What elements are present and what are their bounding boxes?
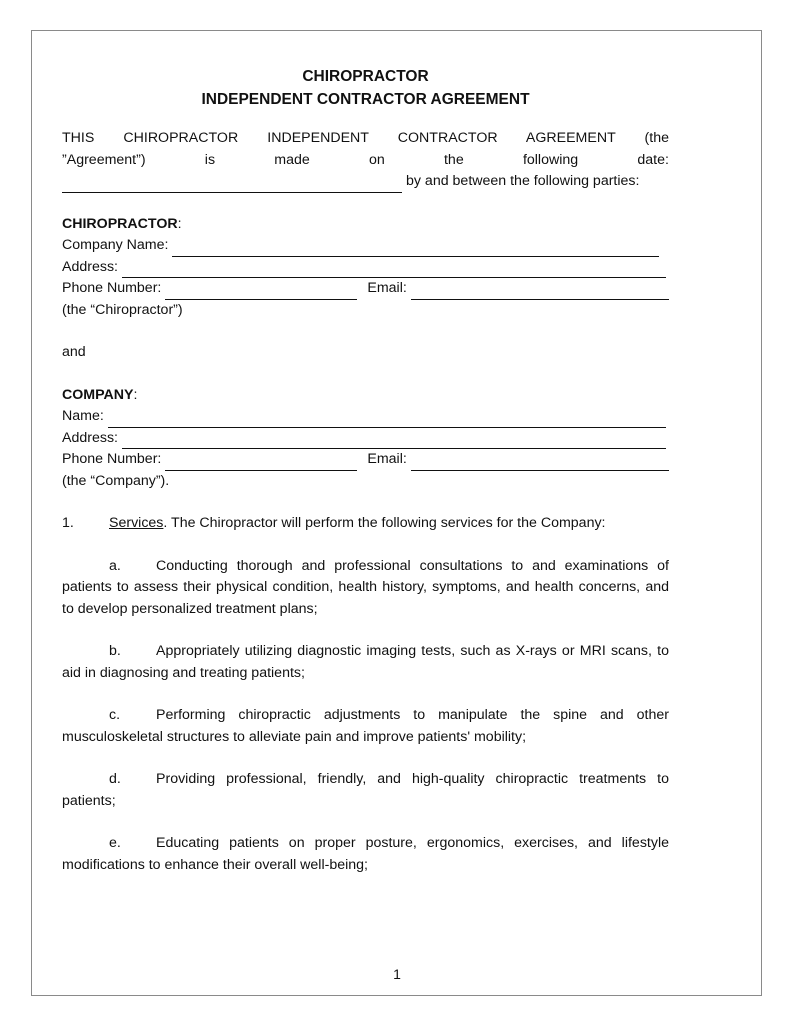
chiropractor-heading: CHIROPRACTOR bbox=[62, 215, 178, 232]
company-phone-field[interactable] bbox=[165, 455, 357, 471]
company-role: (the “Company”). bbox=[62, 472, 170, 489]
intro-word: following bbox=[522, 151, 579, 168]
and-text: and bbox=[62, 344, 86, 360]
services-text: . The Chiropractor will perform the following services for the Company: bbox=[163, 515, 606, 531]
intro-line-1: THIS CHIROPRACTOR INDEPENDENT CONTRACTOR AGREEMENT (the bbox=[62, 130, 669, 146]
service-item-text: Performing chiropractic adjustments to manipulate the spine and other musculoskeletal structures to alleviate pain and improve patients' mobility; bbox=[62, 707, 669, 745]
service-item bbox=[62, 705, 669, 748]
chiro-contact-row bbox=[62, 278, 669, 300]
company-heading: COMPANY bbox=[62, 386, 134, 403]
service-item-text: Conducting thorough and professional consultations to and examinations of patients to assess their physical condition, health history, symptoms, and health concerns, and to develop personalized treatment plans; bbox=[62, 557, 669, 617]
date-field[interactable] bbox=[62, 177, 402, 193]
intro-line-3 bbox=[62, 171, 669, 193]
chiro-address-field[interactable] bbox=[122, 262, 666, 278]
chiro-phone-label: Phone Number: bbox=[62, 280, 162, 296]
chiropractor-role: (the “Chiropractor”) bbox=[62, 301, 183, 318]
title-line-1: CHIROPRACTOR bbox=[302, 68, 429, 85]
chiro-company-row bbox=[62, 235, 669, 257]
chiropractor-colon: : bbox=[177, 215, 182, 232]
service-item-letter: b. bbox=[109, 643, 121, 659]
service-item-letter: a. bbox=[109, 557, 121, 574]
company-contact-row bbox=[62, 449, 669, 471]
intro-word: is bbox=[204, 151, 216, 168]
chiro-company-label: Company Name: bbox=[62, 237, 169, 253]
company-colon: : bbox=[133, 386, 138, 403]
chiropractor-heading-row bbox=[62, 214, 669, 236]
service-item bbox=[62, 769, 669, 812]
chiro-address-row bbox=[62, 257, 669, 279]
services-heading: Services bbox=[109, 515, 164, 531]
chiro-company-field[interactable] bbox=[172, 241, 659, 257]
intro-word: ”Agreement”) bbox=[62, 151, 146, 168]
title-line-2: INDEPENDENT CONTRACTOR AGREEMENT bbox=[201, 91, 530, 108]
service-item-text: Educating patients on proper posture, ergonomics, exercises, and lifestyle modifications to enhance their overall well-being; bbox=[62, 835, 669, 873]
page-number: 1 bbox=[393, 966, 401, 982]
company-address-row bbox=[62, 428, 669, 450]
chiro-address-label: Address: bbox=[62, 258, 118, 275]
intro-line-2 bbox=[62, 150, 669, 172]
service-item-letter: c. bbox=[109, 707, 121, 723]
document-content bbox=[62, 65, 669, 876]
service-item-text: Appropriately utilizing diagnostic imaging tests, such as X-rays or MRI scans, to aid in diagnosing and treating patients; bbox=[62, 643, 669, 681]
intro-tail: by and between the following parties: bbox=[406, 173, 640, 189]
service-item bbox=[62, 556, 669, 621]
service-item bbox=[62, 833, 669, 876]
company-name-label: Name: bbox=[62, 408, 104, 424]
chiro-email-field[interactable] bbox=[411, 284, 669, 300]
services-number: 1. bbox=[62, 515, 74, 531]
intro-word: on bbox=[368, 151, 385, 168]
chiro-phone-field[interactable] bbox=[165, 284, 357, 300]
service-item-letter: e. bbox=[109, 835, 121, 851]
company-address-field[interactable] bbox=[122, 433, 666, 449]
company-phone-label: Phone Number: bbox=[62, 451, 162, 467]
company-email-field[interactable] bbox=[411, 455, 669, 471]
intro-word: the bbox=[443, 151, 464, 168]
service-item-text: Providing professional, friendly, and high-quality chiropractic treatments to patients; bbox=[62, 771, 669, 809]
company-heading-row bbox=[62, 385, 669, 407]
chiro-email-label: Email: bbox=[367, 280, 407, 296]
company-address-label: Address: bbox=[62, 429, 118, 446]
company-name-field[interactable] bbox=[108, 412, 666, 428]
company-name-row bbox=[62, 406, 669, 428]
company-email-label: Email: bbox=[367, 451, 407, 467]
service-item bbox=[62, 641, 669, 684]
intro-word: date: bbox=[637, 151, 669, 168]
services-clause bbox=[62, 513, 669, 535]
intro-word: made bbox=[274, 151, 310, 168]
service-item-letter: d. bbox=[109, 771, 121, 787]
title-block bbox=[62, 65, 669, 111]
